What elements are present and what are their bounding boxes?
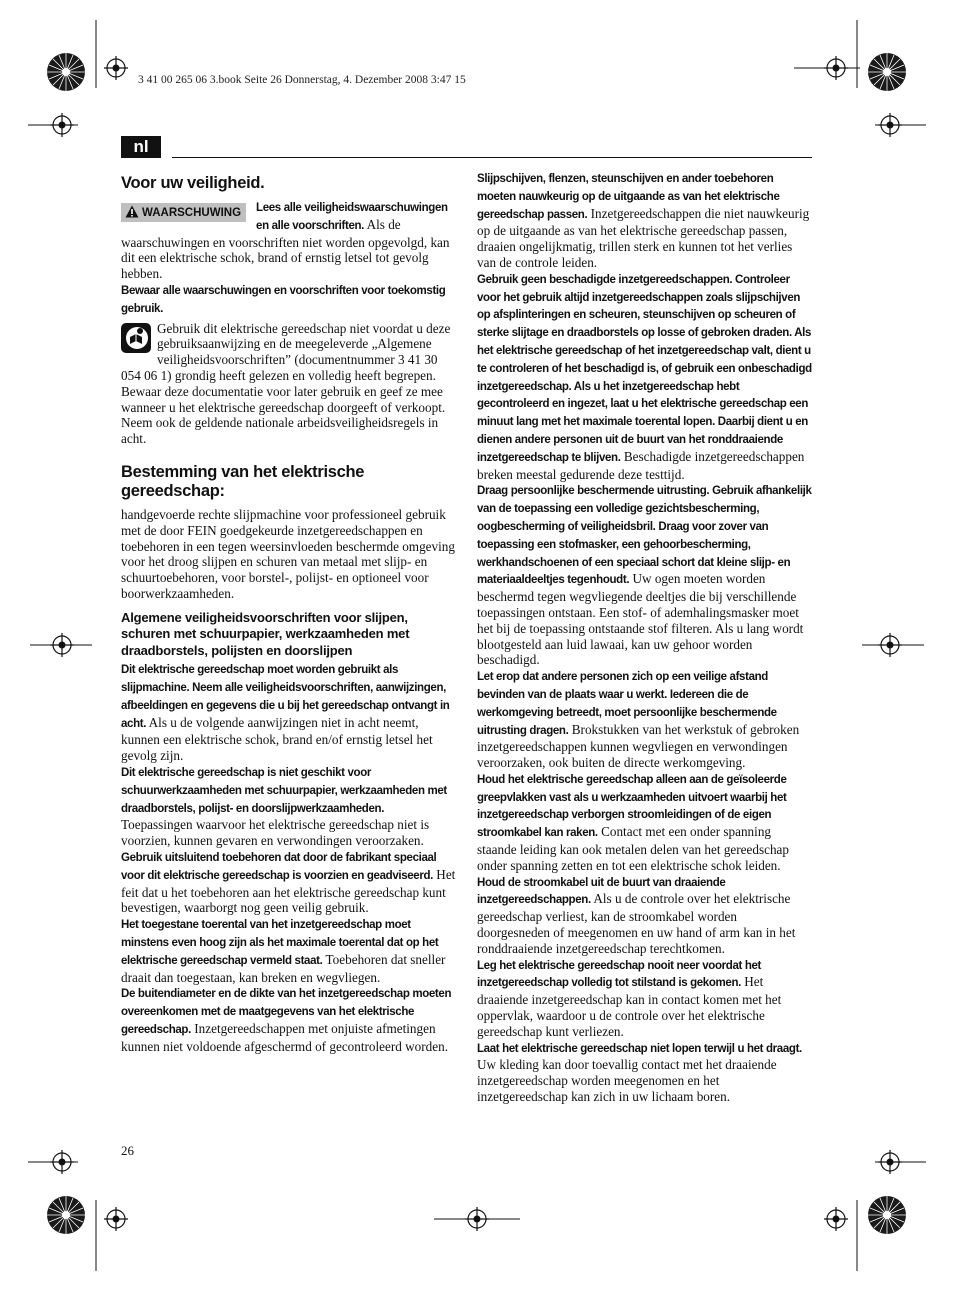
r4-text: Brokstukken van het werkstuk of gebroken inzetgereedschappen kunnen wegvliegen en verwondingen veroorzaken, ook buiten de directe werkomgeving. xyxy=(477,721,800,771)
p1-text: Als u de volgende aanwijzingen niet in acht neemt, kunnen een elektrische schok, brand en/of ernstig letsel het gevolg zijn. xyxy=(121,714,433,764)
r2-text: Beschadigde inzetgereedschappen breken meestal gedurende deze testtijd. xyxy=(477,448,805,482)
r8-text: Uw kleding kan door toevallig contact met het draaiende inzetgereedschap worden meegenomen en het inzetgereedschap kan zich in uw lichaam boren. xyxy=(477,1057,777,1105)
r1-text: Inzetgereedschappen die niet nauwkeurig op de uitgaande as van het elektrische gereedschap passen, draaien ongelijkmatig, trillen sterk en kunnen tot het verlies van de controle leiden. xyxy=(477,205,810,270)
page-number: 26 xyxy=(121,1143,134,1158)
p4-text: Toebehoren dat sneller draait dan toegestaan, kan breken en wegvliegen. xyxy=(121,951,446,985)
p2-bold: Dit elektrische gereedschap is niet geschikt voor schuurwerkzaamheden met schuurpapier, werkzaamheden met draadborstels, polijst- en doorslijpwerkzaamheden. xyxy=(121,767,447,815)
p1-bold: Dit elektrische gereedschap moet worden gebruikt als slijpmachine. Neem alle veiligheidsvoorschriften, aanwijzingen, afbeeldingen en gegevens die u bij het gereedschap ontvangt in acht. xyxy=(121,664,450,730)
heading-general-safety: Algemene veiligheidsvoorschriften voor slijpen, schuren met schuurpapier, werkzaamheden met draadborstels, polijsten en doorslijpen xyxy=(121,609,410,658)
r7-text: Het draaiende inzetgereedschap kan in contact komen met het oppervlak, waardoor u de controle over het elektrische gereedschap kunt verliezen. xyxy=(477,974,782,1039)
p3-bold: Gebruik uitsluitend toebehoren dat door de fabrikant speciaal voor dit elektrische gereedschap is voorzien en geadviseerd. xyxy=(121,852,437,882)
r5-text: Contact met een onder spanning staande leiding kan ook metalen delen van het gereedschap onder spanning zetten en tot een elektrische schok leiden. xyxy=(477,824,789,873)
r6-bold: Houd de stroomkabel uit de buurt van draaiende inzetgereedschappen. xyxy=(477,876,726,907)
warn-bold: Lees alle veiligheidswaarschuwingen en alle voorschriften. xyxy=(256,202,448,232)
r3-text: Uw ogen moeten worden beschermd tegen wegvliegende deeltjes die bij verschillende toepassingen ontstaan. Een stof- of ademhalingsmasker moet het bij de toepassing ontstaande stof filteren. Als u lang wordt blootgesteld aan luid lawaai, kan uw gehoor worden beschadigd. xyxy=(477,571,804,668)
warning-block xyxy=(121,199,456,282)
read-manual-block xyxy=(121,321,456,416)
header-rule xyxy=(172,157,812,158)
warning-label: WAARSCHUWING xyxy=(142,207,242,219)
language-tab: nl xyxy=(121,136,161,158)
r1-bold: Slijpschijven, flenzen, steunschijven en ander toebehoren moeten nauwkeurig op de uitgaande as van het elektrische gereedschap passen. xyxy=(477,173,780,221)
r5-bold: Houd het elektrische gereedschap alleen aan de geïsoleerde greepvlakken vast als u werkzaamheden uitvoert waarbij het inzetgereedschap verborgen stroomleidingen of de eigen stroomkabel kan raken. xyxy=(477,773,787,840)
purpose-text: handgevoerde rechte slijpmachine voor professioneel gebruik met de door FEIN goedgekeurde inzetgereedschappen en toebehoren in een tegen weersinvloeden beschermde omgeving voor het droog slijpen en schuren van metaal met slijp- en schuurtoebehoren, voor borstel-, polijst- en optioneel voor boorwerkzaamheden. xyxy=(121,506,455,601)
p2-text: Toepassingen waarvoor het elektrische gereedschap niet is voorzien, kunnen gevaren en verwondingen veroorzaken. xyxy=(121,817,430,849)
left-column xyxy=(121,170,456,1055)
right-column xyxy=(477,170,813,1105)
heading-safety: Voor uw veiligheid. xyxy=(121,174,265,192)
r2-bold: Gebruik geen beschadigde inzetgereedschappen. Controleer voor het gebruik altijd inzetgereedschappen zoals slijpschijven op afsplinteringen en scheuren, steunschijven op scheuren of sterke slijtage en draadborstels op losse of gebroken draden. Als het elektrische gereedschap of het inzetgereedschap valt, dient u te controleren of het beschadigd is, of gebruik een onbeschadigd inzetgereedschap. Als u het inzetgereedschap hebt gecontroleerd en ingezet, laat u het elektrische gereedschap een minuut lang met het maximale toerental lopen. Daarbij dient u en dienen andere personen uit de buurt van het ronddraaiende inzetgereedschap te blijven. xyxy=(477,273,812,464)
p3-text: Het feit dat u het toebehoren aan het elektrische gereedschap kunt bevestigen, waarborgt nog geen veilig gebruik. xyxy=(121,866,456,916)
heading-purpose: Bestemming van het elektrische gereedschap: xyxy=(121,462,365,500)
r7-bold: Leg het elektrische gereedschap nooit neer voordat het inzetgereedschap volledig tot stilstand is gekomen. xyxy=(477,959,762,990)
warn-text: Als de waarschuwingen en voorschriften niet worden opgevolgd, kan dit een elektrische schok, brand of ernstig letsel tot gevolg hebben. xyxy=(121,216,450,282)
r4-bold: Let erop dat andere personen zich op een veilige afstand bevinden van de plaats waar u werkt. Iedereen die de werkomgeving betreedt, moet persoonlijke beschermende uitrusting dragen. xyxy=(477,671,777,737)
keep-bold: Bewaar alle waarschuwingen en voorschriften voor toekomstig gebruik. xyxy=(121,284,446,315)
read-text: Gebruik dit elektrische gereedschap niet voordat u deze gebruiksaanwijzing en de meegeleverde „Algemene veiligheidsvoorschriften” (documentnummer 3 41 30 054 06 1) grondig heeft gelezen en volledig heeft begrepen. Bewaar deze documentatie voor later gebruik en geef ze mee wanneer u het elektrische gereedschap doorgeeft of verkoopt. xyxy=(121,320,451,415)
read-manual-icon xyxy=(121,323,151,353)
file-header-line: 3 41 00 265 06 3.book Seite 26 Donnerstag, 4. Dezember 2008 3:47 15 xyxy=(138,74,466,86)
r6-text: Als u de controle over het elektrische gereedschap verliest, kan de stroomkabel worden doorgesneden of meegenomen en uw hand of arm kan in het ronddraaiende inzetgereedschap terechtkomen. xyxy=(477,891,796,956)
r8-bold: Laat het elektrische gereedschap niet lopen terwijl u het draagt. xyxy=(477,1042,802,1055)
p4-bold: Het toegestane toerental van het inzetgereedschap moet minstens even hoog zijn als het maximale toerental dat op het elektrische gereedschap vermeld staat. xyxy=(121,919,439,967)
p5-bold: De buitendiameter en de dikte van het inzetgereedschap moeten overeenkomen met de maatgegevens van het elektrische gereedschap. xyxy=(121,988,452,1036)
national-text: Neem ook de geldende nationale arbeidsveiligheidsregels in acht. xyxy=(121,415,439,447)
warning-badge xyxy=(121,203,246,222)
r3-bold: Draag persoonlijke beschermende uitrusting. Gebruik afhankelijk van de toepassing een volledige gezichtsbescherming, oogbescherming of veiligheidsbril. Draag voor zover van toepassing een stofmasker, een gehoorbescherming, werkhandschoenen of een speciaal schort dat kleine slijp- en materiaaldeeltjes tegenhoudt. xyxy=(477,485,812,587)
p5-text: Inzetgereedschappen met onjuiste afmetingen kunnen niet voldoende afgeschermd of gecontroleerd worden. xyxy=(121,1020,449,1054)
warning-triangle-icon xyxy=(125,205,139,218)
